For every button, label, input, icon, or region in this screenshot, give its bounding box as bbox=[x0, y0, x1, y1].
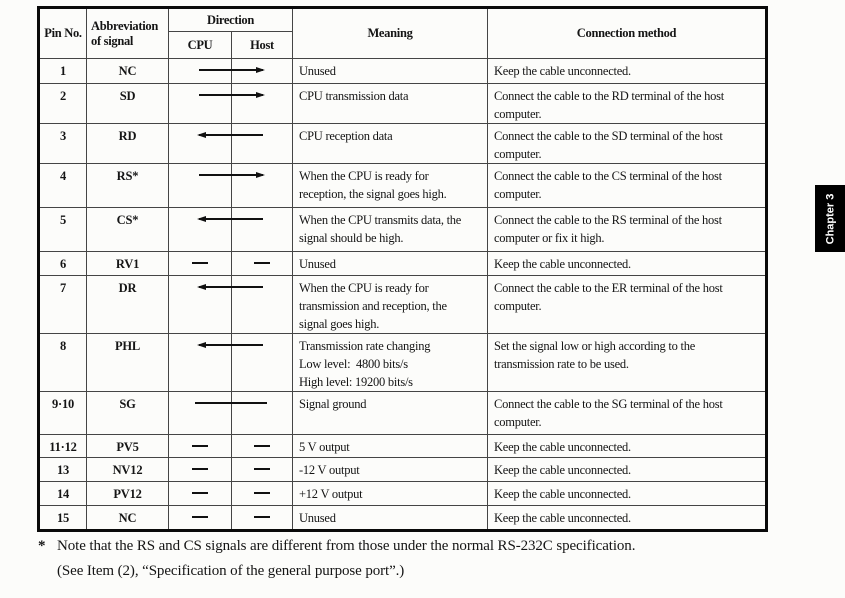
signal-abbreviation-cell: SD bbox=[87, 84, 169, 124]
direction-cpu-cell bbox=[169, 482, 232, 506]
meaning-line: High level: 19200 bits/s bbox=[299, 375, 413, 389]
connection-line: Connect the cable to the RS terminal of the host bbox=[494, 213, 722, 227]
header-direction: Direction bbox=[169, 8, 293, 32]
connection-method-cell bbox=[488, 392, 767, 435]
signal-abbreviation-cell: PV5 bbox=[87, 435, 169, 458]
signal-abbreviation-cell: CS* bbox=[87, 208, 169, 252]
table-row bbox=[39, 208, 767, 252]
signal-abbreviation-cell: NC bbox=[87, 506, 169, 531]
footnote bbox=[38, 534, 635, 584]
header-abbreviation bbox=[87, 8, 169, 59]
meaning-cell bbox=[293, 482, 488, 506]
cpu-to-host-arrow-icon bbox=[199, 69, 263, 71]
direction-cell bbox=[169, 84, 293, 124]
connection-method-cell bbox=[488, 435, 767, 458]
pin-cell: 8 bbox=[39, 334, 87, 392]
dash-icon bbox=[254, 516, 270, 518]
chapter-tab-label: Chapter 3 bbox=[824, 193, 836, 244]
meaning-line: Transmission rate changing bbox=[299, 339, 431, 353]
direction-host-cell bbox=[232, 458, 293, 482]
signal-abbreviation-cell: RV1 bbox=[87, 252, 169, 276]
connection-line: Connect the cable to the RD terminal of the host bbox=[494, 89, 724, 103]
direction-cell bbox=[169, 392, 293, 435]
signal-abbreviation-cell: NC bbox=[87, 59, 169, 84]
connection-line: transmission rate to be used. bbox=[494, 357, 629, 371]
cpu-host-divider bbox=[231, 124, 233, 163]
direction-cpu-cell bbox=[169, 506, 232, 531]
connection-method-cell bbox=[488, 482, 767, 506]
table-row bbox=[39, 84, 767, 124]
header-connection-method: Connection method bbox=[488, 8, 767, 59]
signal-abbreviation-cell: RD bbox=[87, 124, 169, 164]
meaning-cell bbox=[293, 124, 488, 164]
connection-method-cell bbox=[488, 334, 767, 392]
dash-icon bbox=[192, 516, 208, 518]
meaning-line: When the CPU is ready for bbox=[299, 281, 429, 295]
meaning-cell bbox=[293, 506, 488, 531]
table-row bbox=[39, 334, 767, 392]
cpu-to-host-arrow-icon bbox=[199, 174, 263, 176]
pin-cell: 3 bbox=[39, 124, 87, 164]
connection-line: Connect the cable to the CS terminal of the host bbox=[494, 169, 722, 183]
table-row bbox=[39, 435, 767, 458]
connection-method-cell bbox=[488, 59, 767, 84]
direction-host-cell bbox=[232, 506, 293, 531]
connection-method-cell bbox=[488, 124, 767, 164]
connection-method-cell bbox=[488, 208, 767, 252]
meaning-cell bbox=[293, 276, 488, 334]
dash-icon bbox=[192, 445, 208, 447]
meaning-line: Unused bbox=[299, 64, 336, 78]
connection-line: Connect the cable to the SD terminal of the host bbox=[494, 129, 723, 143]
pin-assignment-table-wrap bbox=[37, 6, 768, 532]
table-row bbox=[39, 276, 767, 334]
table-row bbox=[39, 252, 767, 276]
connection-line: Keep the cable unconnected. bbox=[494, 257, 631, 271]
connection-line: computer. bbox=[494, 415, 542, 429]
meaning-line: +12 V output bbox=[299, 487, 363, 501]
direction-cell bbox=[169, 276, 293, 334]
direction-cpu-cell bbox=[169, 458, 232, 482]
connection-line: Keep the cable unconnected. bbox=[494, 440, 631, 454]
meaning-line: transmission and reception, the bbox=[299, 299, 447, 313]
direction-cell bbox=[169, 164, 293, 208]
meaning-line: Unused bbox=[299, 257, 336, 271]
pin-cell: 9·10 bbox=[39, 392, 87, 435]
table-header-row-1 bbox=[39, 8, 767, 32]
connection-method-cell bbox=[488, 164, 767, 208]
host-to-cpu-arrow-icon bbox=[199, 344, 263, 346]
pin-cell: 6 bbox=[39, 252, 87, 276]
pin-cell: 5 bbox=[39, 208, 87, 252]
connection-line: computer. bbox=[494, 187, 542, 201]
header-pin-no: Pin No. bbox=[39, 8, 87, 59]
cpu-host-divider bbox=[231, 392, 233, 434]
direction-cell bbox=[169, 59, 293, 84]
meaning-cell bbox=[293, 458, 488, 482]
dash-icon bbox=[192, 492, 208, 494]
direction-cell bbox=[169, 124, 293, 164]
pin-cell: 4 bbox=[39, 164, 87, 208]
meaning-cell bbox=[293, 435, 488, 458]
table-row bbox=[39, 164, 767, 208]
meaning-line: When the CPU is ready for bbox=[299, 169, 429, 183]
pin-assignment-table bbox=[37, 6, 768, 532]
connection-line: Set the signal low or high according to the bbox=[494, 339, 696, 353]
connection-method-cell bbox=[488, 252, 767, 276]
meaning-cell bbox=[293, 164, 488, 208]
table-row bbox=[39, 482, 767, 506]
table-row bbox=[39, 506, 767, 531]
footnote-lines bbox=[57, 534, 635, 584]
dash-icon bbox=[254, 262, 270, 264]
connection-line: computer. bbox=[494, 147, 542, 161]
connection-line: computer or fix it high. bbox=[494, 231, 605, 245]
connection-line: Connect the cable to the SG terminal of the host bbox=[494, 397, 723, 411]
meaning-cell bbox=[293, 59, 488, 84]
meaning-cell bbox=[293, 392, 488, 435]
meaning-cell bbox=[293, 252, 488, 276]
dash-icon bbox=[192, 468, 208, 470]
table-row bbox=[39, 124, 767, 164]
cpu-host-divider bbox=[231, 59, 233, 83]
header-cpu: CPU bbox=[169, 32, 232, 59]
signal-abbreviation-cell: SG bbox=[87, 392, 169, 435]
connection-line: Keep the cable unconnected. bbox=[494, 64, 631, 78]
pin-cell: 2 bbox=[39, 84, 87, 124]
connection-method-cell bbox=[488, 276, 767, 334]
meaning-line: signal goes high. bbox=[299, 317, 380, 331]
footnote-asterisk: * bbox=[38, 538, 46, 554]
connection-line: Keep the cable unconnected. bbox=[494, 487, 631, 501]
footnote-line: (See Item (2), “Specification of the general purpose port”.) bbox=[57, 563, 405, 579]
pin-cell: 13 bbox=[39, 458, 87, 482]
header-abbreviation-line1: Abbreviation bbox=[91, 18, 159, 33]
host-to-cpu-arrow-icon bbox=[199, 134, 263, 136]
pin-cell: 1 bbox=[39, 59, 87, 84]
connection-line: computer. bbox=[494, 107, 542, 121]
table-row bbox=[39, 392, 767, 435]
signal-abbreviation-cell: NV12 bbox=[87, 458, 169, 482]
meaning-line: -12 V output bbox=[299, 463, 360, 477]
meaning-cell bbox=[293, 208, 488, 252]
cpu-host-divider bbox=[231, 164, 233, 207]
connection-method-cell bbox=[488, 84, 767, 124]
connection-line: Keep the cable unconnected. bbox=[494, 511, 631, 525]
pin-cell: 7 bbox=[39, 276, 87, 334]
meaning-line: When the CPU transmits data, the bbox=[299, 213, 462, 227]
dash-icon bbox=[254, 468, 270, 470]
host-to-cpu-arrow-icon bbox=[199, 286, 263, 288]
footnote-line: Note that the RS and CS signals are different from those under the normal RS-232C specification. bbox=[57, 538, 636, 554]
signal-abbreviation-cell: DR bbox=[87, 276, 169, 334]
cpu-host-divider bbox=[231, 208, 233, 251]
connection-line: computer. bbox=[494, 299, 542, 313]
meaning-line: CPU reception data bbox=[299, 129, 393, 143]
dash-icon bbox=[192, 262, 208, 264]
chapter-tab[interactable] bbox=[815, 185, 845, 252]
table-row bbox=[39, 458, 767, 482]
cpu-host-divider bbox=[231, 334, 233, 391]
header-host: Host bbox=[232, 32, 293, 59]
meaning-cell bbox=[293, 334, 488, 392]
connection-method-cell bbox=[488, 506, 767, 531]
direction-host-cell bbox=[232, 252, 293, 276]
cpu-host-divider bbox=[231, 276, 233, 333]
meaning-line: Signal ground bbox=[299, 397, 367, 411]
direction-cpu-cell bbox=[169, 435, 232, 458]
connection-line: Keep the cable unconnected. bbox=[494, 463, 631, 477]
pin-cell: 11·12 bbox=[39, 435, 87, 458]
meaning-cell bbox=[293, 84, 488, 124]
cpu-host-divider bbox=[231, 84, 233, 123]
signal-abbreviation-cell: PV12 bbox=[87, 482, 169, 506]
meaning-line: Unused bbox=[299, 511, 336, 525]
direction-cell bbox=[169, 208, 293, 252]
host-to-cpu-arrow-icon bbox=[199, 218, 263, 220]
pin-table-body bbox=[39, 59, 767, 531]
bidirectional-line-icon bbox=[195, 402, 267, 404]
table-row bbox=[39, 59, 767, 84]
direction-host-cell bbox=[232, 482, 293, 506]
connection-line: Connect the cable to the ER terminal of the host bbox=[494, 281, 723, 295]
direction-cpu-cell bbox=[169, 252, 232, 276]
direction-cell bbox=[169, 334, 293, 392]
meaning-line: signal should be high. bbox=[299, 231, 404, 245]
pin-cell: 14 bbox=[39, 482, 87, 506]
meaning-line: CPU transmission data bbox=[299, 89, 409, 103]
cpu-to-host-arrow-icon bbox=[199, 94, 263, 96]
meaning-line: reception, the signal goes high. bbox=[299, 187, 447, 201]
header-abbreviation-line2: of signal bbox=[91, 33, 134, 48]
meaning-line: 5 V output bbox=[299, 440, 350, 454]
dash-icon bbox=[254, 492, 270, 494]
dash-icon bbox=[254, 445, 270, 447]
pin-cell: 15 bbox=[39, 506, 87, 531]
direction-host-cell bbox=[232, 435, 293, 458]
header-meaning: Meaning bbox=[293, 8, 488, 59]
signal-abbreviation-cell: RS* bbox=[87, 164, 169, 208]
signal-abbreviation-cell: PHL bbox=[87, 334, 169, 392]
connection-method-cell bbox=[488, 458, 767, 482]
meaning-line: Low level: 4800 bits/s bbox=[299, 357, 408, 371]
